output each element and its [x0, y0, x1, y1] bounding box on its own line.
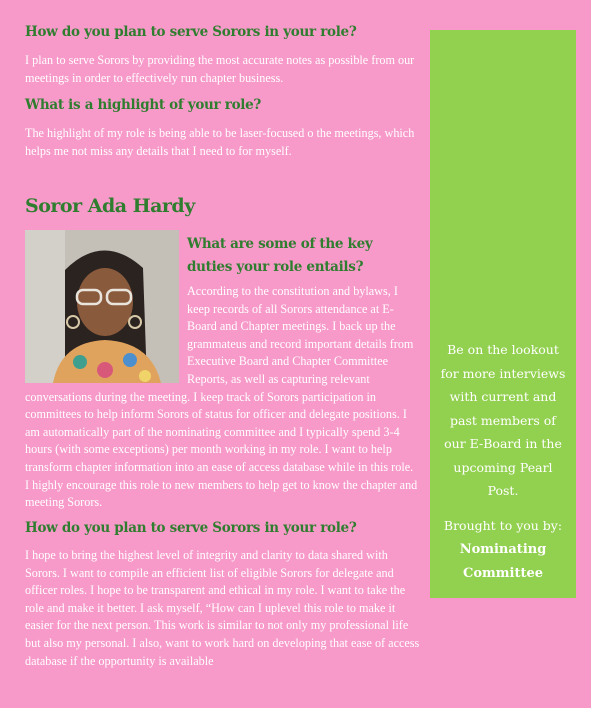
sidebar-message: Be on the lookout for more interviews with current and past members of our E-Board in the upcoming Pearl Post. [440, 342, 566, 498]
question-heading: How do you plan to serve Sorors in your role? [25, 24, 357, 40]
sidebar-spacer [415, 547, 425, 599]
answer-text: The highlight of my role is being able to be laser-focused o the meetings, which helps me not miss any details that I need to for myself. [25, 126, 415, 158]
credit-name: Nominating Committee [459, 542, 547, 581]
sidebar-panel [430, 30, 576, 598]
question-heading: How do you plan to serve Sorors in your role? [25, 520, 357, 536]
answer-text: I plan to serve Sorors by providing the most accurate notes as possible from our meetings in order to effectively run chapter business. [25, 53, 415, 85]
question-heading: What are some of the key duties your role entails? [187, 236, 373, 275]
answer-text [25, 547, 425, 670]
question-heading: What is a highlight of your role? [25, 97, 262, 113]
credit-label: Brought to you by: [443, 518, 563, 533]
sidebar-credit [433, 514, 573, 585]
member-name: Soror Ada Hardy [25, 195, 195, 217]
plan-text: I hope to bring the highest level of integrity and clarity to data shared with Sorors. I want to compile an efficient list of eligible Sorors for delegate and officer roles. I hope to be transparent and ethical in my role. I want to take the role and make it better. I ask myself, “How can I uplevel this role to make it easier for the next person. This work is similar to not only my professional life but also my personal. I also, want to work hard on developing that ease of access database if the opportunity is available [25, 548, 420, 668]
answer-text [25, 283, 420, 512]
duties-text: According to the constitution and bylaws, I keep records of all Sorors attendance at E-Board and Chapter meetings. I back up the grammateus and record important details from Executive Board and Chapter Committee Reports, as well as capturing relevant conversations during the meeting. I keep track of Sorors participation in committees to help inform Sorors of status for officer and delegate positions. I am automatically part of the nominating committee and I typically spend 3-4 hours (with some exceptions) per month working in my role. I want to help transform chapter information into an ease of access database while in this role. I highly encourage this role to new members to help get to know the chapter and meeting Sorors. [25, 284, 418, 510]
photo-spacer [25, 283, 187, 388]
